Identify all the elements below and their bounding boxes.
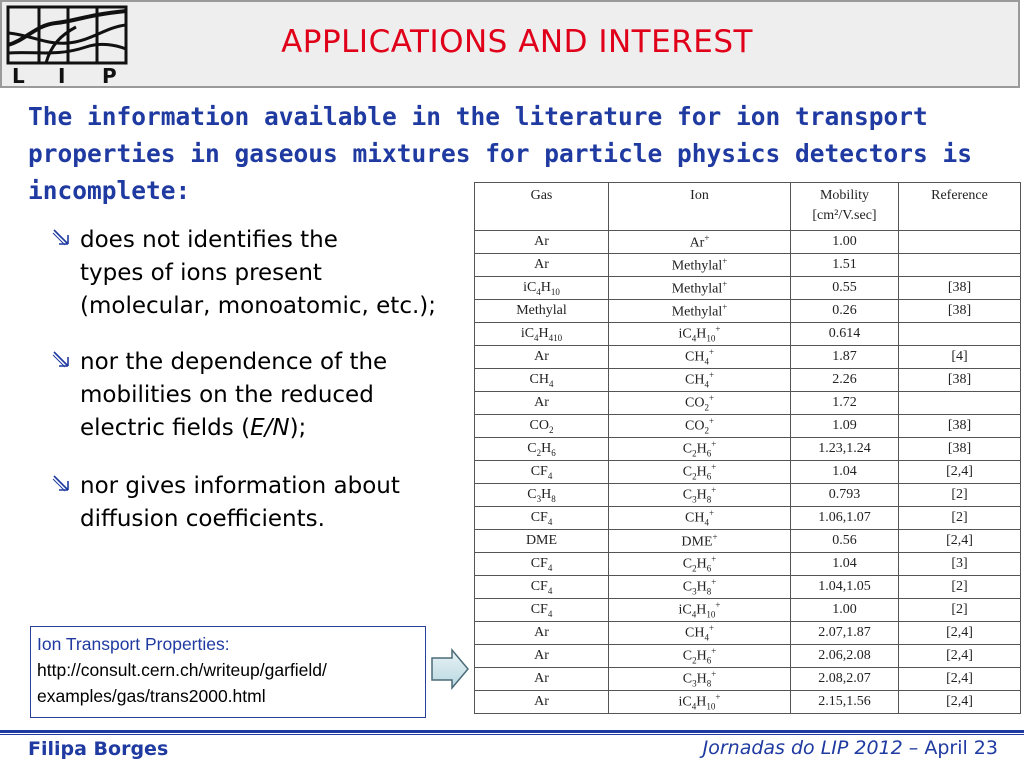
bullet-text: does not identifies the types of ions present (molecular, monoatomic, etc.); [80,227,436,319]
cell-gas: Ar [475,392,609,415]
slide-title: APPLICATIONS AND INTEREST [281,24,753,60]
cell-mobility: 1.04 [791,553,899,576]
cell-ion: $C_3H_8^+$ [609,576,791,599]
cell-gas: $CH_4$ [475,369,609,392]
cell-reference [899,231,1021,254]
cell-mobility: 2.08,2.07 [791,668,899,691]
header-mobility-label: Mobility [819,188,869,203]
header-ion: Ion [609,183,791,231]
footer-divider [0,730,1024,733]
cell-reference: [2,4] [899,622,1021,645]
logo-letter-p: P [102,64,117,85]
cell-reference: [38] [899,369,1021,392]
cell-reference: [2] [899,507,1021,530]
cell-gas: Ar [475,691,609,714]
table-row [475,392,1021,415]
header-mobility-unit: [cm²/V.sec] [812,208,877,223]
cell-reference: [2,4] [899,645,1021,668]
cell-ion: $C_3H_8^+$ [609,484,791,507]
table-row [475,300,1021,323]
cell-ion: $CH_4^+$ [609,346,791,369]
cell-ion: $C_2H_6^+$ [609,645,791,668]
cell-reference: [38] [899,300,1021,323]
source-url-line[interactable]: examples/gas/trans2000.html [37,686,266,706]
table-row [475,461,1021,484]
cell-ion: $C_2H_6^+$ [609,461,791,484]
bullet-text [80,346,500,445]
cell-reference: [2] [899,599,1021,622]
table-row [475,484,1021,507]
cell-reference: [38] [899,438,1021,461]
header-mobility [791,183,899,231]
cell-ion: $CH_4^+$ [609,507,791,530]
cell-gas: Ar [475,622,609,645]
cell-ion: Methylal+ [609,277,791,300]
table-row [475,231,1021,254]
bullet-text-part: nor the dependence of the mobilities on the reduced electric fields ( [80,349,388,441]
cell-mobility: 1.51 [791,254,899,277]
footer-event: Jornadas do LIP 2012 [702,737,903,759]
table-row [475,277,1021,300]
cell-gas: $CF_4$ [475,599,609,622]
cell-gas: $CO_2$ [475,415,609,438]
footer-divider [0,734,1024,735]
cell-mobility: 0.26 [791,300,899,323]
slide-header [0,0,1020,88]
cell-ion: DME+ [609,530,791,553]
cell-gas: $CF_4$ [475,576,609,599]
table-row [475,369,1021,392]
cell-mobility: 1.04,1.05 [791,576,899,599]
cell-reference [899,254,1021,277]
cell-mobility: 2.07,1.87 [791,622,899,645]
cell-ion: Ar+ [609,231,791,254]
cell-gas: Ar [475,668,609,691]
cell-gas: DME [475,530,609,553]
cell-gas: Ar [475,645,609,668]
source-url-line[interactable]: http://consult.cern.ch/writeup/garfield/ [37,660,327,680]
cell-reference: [2] [899,576,1021,599]
table-row [475,553,1021,576]
mobility-table [474,182,1021,714]
cell-reference: [38] [899,415,1021,438]
cell-mobility: 1.06,1.07 [791,507,899,530]
cell-mobility: 1.00 [791,599,899,622]
cell-mobility: 1.87 [791,346,899,369]
cell-ion: $CH_4^+$ [609,622,791,645]
footer-author: Filipa Borges [28,738,169,760]
cell-reference [899,323,1021,346]
cell-reference [899,392,1021,415]
hollow-arrow-bullet-icon [50,226,74,254]
cell-mobility: 1.00 [791,231,899,254]
footer-separator: – [902,737,925,759]
bullet-text: nor gives information about diffusion coefficients. [80,473,400,532]
header-reference: Reference [899,183,1021,231]
cell-reference: [2,4] [899,668,1021,691]
table-row [475,530,1021,553]
cell-gas: Ar [475,254,609,277]
table-body [475,231,1021,714]
cell-reference: [2,4] [899,691,1021,714]
intro-text: The information available in the literature for ion transport properties in gaseous mixtures for particle physics detectors is incomplete: [28,102,973,205]
cell-mobility: 2.15,1.56 [791,691,899,714]
cell-gas: $iC_4H_{10}$ [475,277,609,300]
hollow-arrow-bullet-icon [50,472,74,500]
cell-reference: [4] [899,346,1021,369]
footer-event-date [703,737,998,759]
table-row [475,346,1021,369]
cell-gas: $CF_4$ [475,553,609,576]
cell-gas: Ar [475,231,609,254]
footer-date: April 23 [924,737,998,759]
cell-gas: $C_2H_6$ [475,438,609,461]
table-row [475,415,1021,438]
table-row [475,599,1021,622]
table-header-row [475,183,1021,231]
cell-ion: $C_2H_6^+$ [609,438,791,461]
cell-ion: $iC_4H_{10}^+$ [609,691,791,714]
cell-gas: $C_3H_8$ [475,484,609,507]
table-row [475,323,1021,346]
cell-mobility: 2.06,2.08 [791,645,899,668]
cell-mobility: 0.614 [791,323,899,346]
cell-gas: Ar [475,346,609,369]
logo-letter-i: I [58,64,66,85]
cell-mobility: 2.26 [791,369,899,392]
table-row [475,668,1021,691]
cell-gas: Methylal [475,300,609,323]
cell-mobility: 0.55 [791,277,899,300]
cell-ion: $C_2H_6^+$ [609,553,791,576]
cell-ion: $CH_4^+$ [609,369,791,392]
bullet-item [50,470,490,542]
table-row [475,254,1021,277]
bullet-item [50,224,490,334]
cell-reference: [2] [899,484,1021,507]
table-row [475,507,1021,530]
cell-reference: [3] [899,553,1021,576]
cell-mobility: 1.23,1.24 [791,438,899,461]
cell-mobility: 1.04 [791,461,899,484]
logo-letter-l: L [12,64,25,85]
cell-ion: $CO_2^+$ [609,415,791,438]
hollow-arrow-bullet-icon [50,348,74,376]
cell-ion: $CO_2^+$ [609,392,791,415]
cell-gas: $CF_4$ [475,461,609,484]
cell-ion: $iC_4H_{10}^+$ [609,323,791,346]
cell-mobility: 0.793 [791,484,899,507]
bullet-item [50,346,490,456]
header-gas: Gas [475,183,609,231]
cell-ion: $C_3H_8^+$ [609,668,791,691]
cell-ion: Methylal+ [609,254,791,277]
bullet-text-italic: E/N [250,415,290,441]
cell-gas: $iC_4H_{410}$ [475,323,609,346]
cell-reference: [2,4] [899,530,1021,553]
right-arrow-icon [430,648,470,690]
cell-gas: $CF_4$ [475,507,609,530]
cell-ion: Methylal+ [609,300,791,323]
source-label: Ion Transport Properties: [37,634,230,654]
cell-mobility: 1.09 [791,415,899,438]
table-row [475,645,1021,668]
cell-reference: [2,4] [899,461,1021,484]
cell-mobility: 1.72 [791,392,899,415]
source-reference-box [30,626,426,718]
table-row [475,691,1021,714]
bullet-text-part: ); [289,415,307,441]
cell-ion: $iC_4H_{10}^+$ [609,599,791,622]
cell-reference: [38] [899,277,1021,300]
table-row [475,438,1021,461]
lip-logo-icon [6,5,130,85]
table-row [475,576,1021,599]
mobility-table-container [474,182,1020,720]
cell-mobility: 0.56 [791,530,899,553]
table-row [475,622,1021,645]
